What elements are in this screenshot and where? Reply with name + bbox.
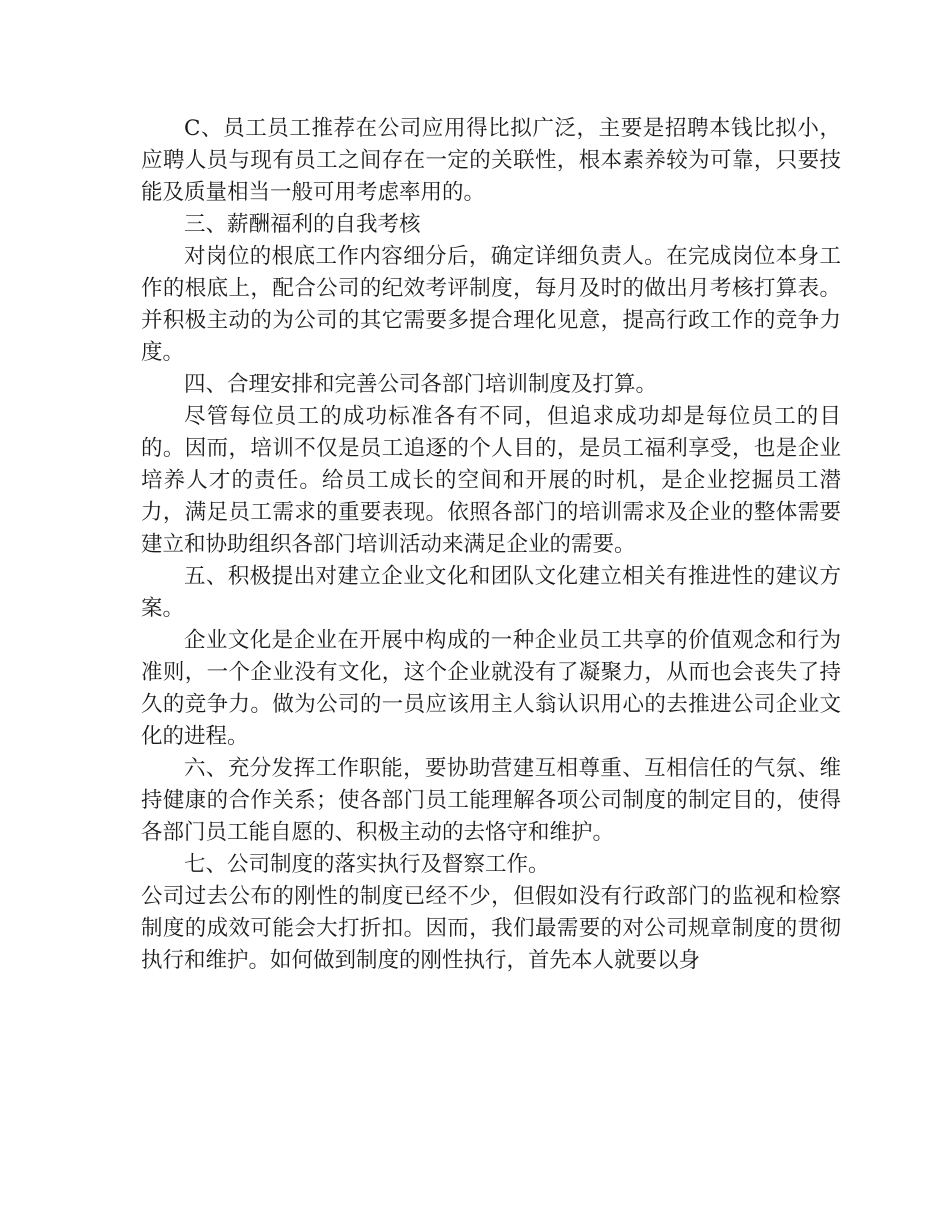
heading-work-functions: 六、充分发挥工作职能，要协助营建互相尊重、互相信任的气氛、维持健康的合作关系；使各部门员工能理解各项公司制度的制定目的，使得各部门员工能自愿的、积极主动的去恪守和维护。 (141, 756, 841, 845)
paragraph-5: 公司过去公布的刚性的制度已经不少，但假如没有行政部门的监视和检察制度的成效可能会大打折扣。因而，我们最需要的对公司规章制度的贯彻执行和维护。如何做到制度的刚性执行，首先本人就要以身 (141, 884, 841, 973)
heading-salary-welfare-assessment: 三、薪酬福利的自我考核 (184, 212, 421, 237)
paragraph-4: 企业文化是企业在开展中构成的一种企业员工共享的价值观念和行为准则，一个企业没有文化，这个企业就没有了凝聚力，从而也会丧失了持久的竞争力。做为公司的一员应该用主人翁认识用心的去推进公司企业文化的进程。 (141, 628, 841, 749)
document-body (141, 113, 841, 977)
heading-corporate-culture: 五、积极提出对建立企业文化和团队文化建立相关有推进性的建议方案。 (141, 564, 841, 621)
heading-training-system: 四、合理安排和完善公司各部门培训制度及打算。 (184, 372, 658, 397)
heading-system-implementation: 七、公司制度的落实执行及督察工作。 (184, 852, 550, 877)
paragraph-2: 对岗位的根底工作内容细分后，确定详细负责人。在完成岗位本身工作的根底上，配合公司的纪效考评制度，每月及时的做出月考核打算表。并积极主动的为公司的其它需要多提合理化见意，提高行政工作的竞争力度。 (141, 244, 841, 365)
paragraph-1: C、员工员工推荐在公司应用得比拟广泛，主要是招聘本钱比拟小，应聘人员与现有员工之间存在一定的关联性，根本素养较为可靠，只要技能及质量相当一般可用考虑率用的。 (141, 116, 841, 205)
paragraph-3: 尽管每位员工的成功标准各有不同，但追求成功却是每位员工的目的。因而，培训不仅是员工追逐的个人目的，是员工福利享受，也是企业培养人才的责任。给员工成长的空间和开展的时机，是企业挖掘员工潜力，满足员工需求的重要表现。依照各部门的培训需求及企业的整体需要建立和协助组织各部门培训活动来满足企业的需要。 (141, 404, 841, 557)
